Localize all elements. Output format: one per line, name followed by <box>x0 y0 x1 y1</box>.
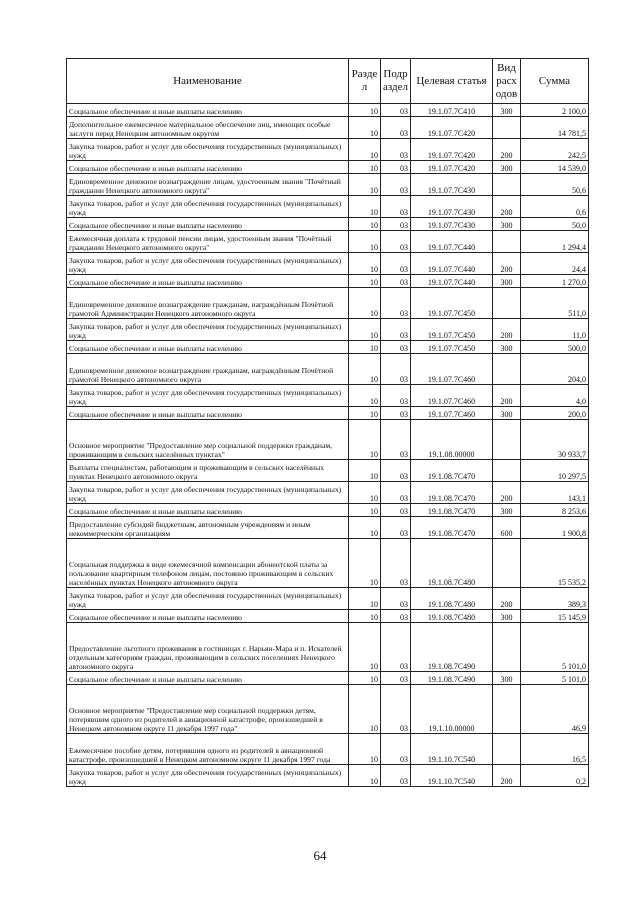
cell-target: 19.1.08.00000 <box>411 420 493 460</box>
cell-name: Социальное обеспечение и иные выплаты населению <box>67 275 349 288</box>
cell-name: Закупка товаров, работ и услуг для обеспечения государственных (муниципальных) нужд <box>67 196 349 218</box>
cell-section: 10 <box>349 765 381 787</box>
cell-target: 19.1.07.7С420 <box>411 139 493 161</box>
cell-expense-type: 200 <box>493 482 521 504</box>
cell-amount: 10 297,5 <box>521 460 589 482</box>
cell-target: 19.1.08.7С480 <box>411 610 493 623</box>
cell-section: 10 <box>349 319 381 341</box>
cell-target: 19.1.07.7С430 <box>411 174 493 196</box>
table-row <box>67 218 589 231</box>
cell-section: 10 <box>349 482 381 504</box>
table-row <box>67 354 589 385</box>
cell-section: 10 <box>349 420 381 460</box>
cell-name: Единовременное денежное вознаграждение гражданам, награждённым Почётной грамотой Ненецкого автономного округа <box>67 354 349 385</box>
header-expense-type: Вид расходов <box>493 59 521 104</box>
cell-section: 10 <box>349 588 381 610</box>
cell-name: Единовременное денежное вознаграждение лицам, удостоенным звания "Почётный гражданин Ненецкого автономного округа" <box>67 174 349 196</box>
table-row <box>67 482 589 504</box>
cell-subsection: 03 <box>381 517 411 539</box>
cell-expense-type <box>493 231 521 253</box>
cell-amount: 16,5 <box>521 734 589 765</box>
cell-target: 19.1.07.7С450 <box>411 319 493 341</box>
cell-subsection: 03 <box>381 623 411 672</box>
cell-amount: 15 535,2 <box>521 539 589 588</box>
cell-amount: 50,0 <box>521 218 589 231</box>
cell-subsection: 03 <box>381 385 411 407</box>
cell-expense-type <box>493 174 521 196</box>
cell-subsection: 03 <box>381 482 411 504</box>
cell-section: 10 <box>349 196 381 218</box>
cell-expense-type <box>493 623 521 672</box>
cell-subsection: 03 <box>381 161 411 174</box>
cell-name: Закупка товаров, работ и услуг для обеспечения государственных (муниципальных) нужд <box>67 588 349 610</box>
cell-name: Основное мероприятие "Предоставление мер социальной поддержки гражданам, проживающим в сельских населённых пунктах" <box>67 420 349 460</box>
cell-amount: 200,0 <box>521 407 589 420</box>
cell-section: 10 <box>349 517 381 539</box>
cell-target: 19.1.07.7С440 <box>411 253 493 275</box>
cell-section: 10 <box>349 539 381 588</box>
cell-section: 10 <box>349 385 381 407</box>
cell-amount: 511,0 <box>521 288 589 319</box>
cell-subsection: 03 <box>381 288 411 319</box>
cell-amount: 50,6 <box>521 174 589 196</box>
table-row <box>67 420 589 460</box>
cell-target: 19.1.07.7С460 <box>411 407 493 420</box>
cell-expense-type: 300 <box>493 610 521 623</box>
cell-amount: 24,4 <box>521 253 589 275</box>
cell-amount: 1 270,0 <box>521 275 589 288</box>
cell-expense-type: 300 <box>493 672 521 685</box>
cell-name: Социальное обеспечение и иные выплаты населению <box>67 407 349 420</box>
table-body <box>67 104 589 787</box>
cell-amount: 0,2 <box>521 765 589 787</box>
table-row <box>67 517 589 539</box>
cell-target: 19.1.07.7С460 <box>411 354 493 385</box>
cell-amount: 46,9 <box>521 685 589 734</box>
cell-expense-type: 200 <box>493 319 521 341</box>
cell-name: Закупка товаров, работ и услуг для обеспечения государственных (муниципальных) нужд <box>67 385 349 407</box>
cell-expense-type: 600 <box>493 517 521 539</box>
cell-amount: 14 539,0 <box>521 161 589 174</box>
cell-amount: 500,0 <box>521 341 589 354</box>
cell-name: Ежемесячное пособие детям, потерявшим одного из родителей в авиационной катастрофе, произошедшей в Ненецком автономном округе 11 декабря 1997 года <box>67 734 349 765</box>
cell-subsection: 03 <box>381 253 411 275</box>
cell-subsection: 03 <box>381 685 411 734</box>
cell-name: Предоставление льготного проживания в гостиницах г. Нарьян-Мара и п. Искателей отдельным категориям граждан, проживающим в сельских поселениях Ненецкого автономного округа <box>67 623 349 672</box>
cell-name: Социальное обеспечение и иные выплаты населению <box>67 504 349 517</box>
cell-target: 19.1.07.7С460 <box>411 385 493 407</box>
cell-name: Социальное обеспечение и иные выплаты населению <box>67 341 349 354</box>
cell-expense-type: 300 <box>493 104 521 117</box>
cell-name: Дополнительное ежемесячное материальное обеспечение лиц, имеющих особые заслуги перед Ненецким автономным округом <box>67 117 349 139</box>
cell-expense-type <box>493 117 521 139</box>
cell-amount: 5 101,0 <box>521 623 589 672</box>
table-row <box>67 341 589 354</box>
table-row <box>67 275 589 288</box>
cell-subsection: 03 <box>381 672 411 685</box>
cell-subsection: 03 <box>381 319 411 341</box>
cell-amount: 0,6 <box>521 196 589 218</box>
cell-subsection: 03 <box>381 734 411 765</box>
cell-section: 10 <box>349 161 381 174</box>
table-row <box>67 139 589 161</box>
cell-target: 19.1.08.7С470 <box>411 504 493 517</box>
cell-name: Закупка товаров, работ и услуг для обеспечения государственных (муниципальных) нужд <box>67 253 349 275</box>
cell-amount: 204,0 <box>521 354 589 385</box>
cell-target: 19.1.10.7С540 <box>411 765 493 787</box>
cell-expense-type <box>493 354 521 385</box>
cell-expense-type: 300 <box>493 407 521 420</box>
cell-expense-type: 200 <box>493 588 521 610</box>
cell-name: Предоставление субсидий бюджетным, автономным учреждениям и иным некоммерческим организациям <box>67 517 349 539</box>
cell-subsection: 03 <box>381 117 411 139</box>
table-row <box>67 685 589 734</box>
cell-expense-type: 200 <box>493 139 521 161</box>
cell-section: 10 <box>349 734 381 765</box>
cell-name: Ежемесячная доплата к трудовой пенсии лицам, удостоенным звания "Почётный гражданин Ненецкого автономного округа" <box>67 231 349 253</box>
cell-target: 19.1.07.7С420 <box>411 161 493 174</box>
cell-section: 10 <box>349 504 381 517</box>
cell-target: 19.1.07.7С420 <box>411 117 493 139</box>
table-row <box>67 765 589 787</box>
cell-expense-type: 200 <box>493 253 521 275</box>
cell-name: Социальная поддержка в виде ежемесячной компенсации абонентской платы за пользование квартирным телефоном лицам, постоянно проживающим в сельских населённых пунктах Ненецкого автономного округа <box>67 539 349 588</box>
cell-section: 10 <box>349 460 381 482</box>
cell-expense-type <box>493 420 521 460</box>
cell-section: 10 <box>349 672 381 685</box>
cell-target: 19.1.08.7С480 <box>411 588 493 610</box>
cell-subsection: 03 <box>381 460 411 482</box>
cell-amount: 8 253,6 <box>521 504 589 517</box>
cell-amount: 30 933,7 <box>521 420 589 460</box>
cell-section: 10 <box>349 218 381 231</box>
cell-amount: 11,0 <box>521 319 589 341</box>
cell-amount: 2 100,0 <box>521 104 589 117</box>
cell-subsection: 03 <box>381 539 411 588</box>
table-row <box>67 104 589 117</box>
cell-name: Социальное обеспечение и иные выплаты населению <box>67 161 349 174</box>
cell-amount: 389,3 <box>521 588 589 610</box>
cell-subsection: 03 <box>381 139 411 161</box>
header-name: Наименование <box>67 59 349 104</box>
cell-target: 19.1.07.7С440 <box>411 275 493 288</box>
cell-expense-type: 200 <box>493 765 521 787</box>
cell-expense-type <box>493 288 521 319</box>
table-row <box>67 672 589 685</box>
cell-target: 19.1.08.7С470 <box>411 460 493 482</box>
table-row <box>67 288 589 319</box>
cell-target: 19.1.08.7С470 <box>411 517 493 539</box>
table-row <box>67 407 589 420</box>
cell-subsection: 03 <box>381 610 411 623</box>
table-row <box>67 196 589 218</box>
cell-subsection: 03 <box>381 275 411 288</box>
header-section: Раздел <box>349 59 381 104</box>
cell-subsection: 03 <box>381 504 411 517</box>
cell-subsection: 03 <box>381 588 411 610</box>
table-row <box>67 610 589 623</box>
header-target: Целевая статья <box>411 59 493 104</box>
budget-table <box>66 58 589 787</box>
cell-section: 10 <box>349 139 381 161</box>
cell-subsection: 03 <box>381 420 411 460</box>
cell-name: Закупка товаров, работ и услуг для обеспечения государственных (муниципальных) нужд <box>67 319 349 341</box>
cell-target: 19.1.10.00000 <box>411 685 493 734</box>
table-row <box>67 253 589 275</box>
cell-section: 10 <box>349 231 381 253</box>
table-row <box>67 539 589 588</box>
cell-amount: 1 294,4 <box>521 231 589 253</box>
table-row <box>67 161 589 174</box>
table-row <box>67 623 589 672</box>
cell-target: 19.1.10.7С540 <box>411 734 493 765</box>
table-header-row <box>67 59 589 104</box>
cell-name: Закупка товаров, работ и услуг для обеспечения государственных (муниципальных) нужд <box>67 139 349 161</box>
cell-expense-type: 200 <box>493 196 521 218</box>
table-row <box>67 319 589 341</box>
page-number: 64 <box>313 848 327 863</box>
header-subsection: Подраздел <box>381 59 411 104</box>
cell-amount: 143,1 <box>521 482 589 504</box>
cell-name: Выплаты специалистам, работающим и проживающим в сельских населённых пунктах Ненецкого автономного округа <box>67 460 349 482</box>
table-row <box>67 231 589 253</box>
cell-section: 10 <box>349 117 381 139</box>
table-row <box>67 734 589 765</box>
cell-section: 10 <box>349 407 381 420</box>
cell-amount: 14 781,5 <box>521 117 589 139</box>
table-row <box>67 504 589 517</box>
cell-subsection: 03 <box>381 231 411 253</box>
cell-target: 19.1.08.7С490 <box>411 623 493 672</box>
cell-expense-type: 300 <box>493 341 521 354</box>
cell-expense-type: 200 <box>493 385 521 407</box>
cell-target: 19.1.07.7С450 <box>411 288 493 319</box>
cell-amount: 4,0 <box>521 385 589 407</box>
table-row <box>67 385 589 407</box>
cell-section: 10 <box>349 174 381 196</box>
cell-name: Закупка товаров, работ и услуг для обеспечения государственных (муниципальных) нужд <box>67 765 349 787</box>
cell-subsection: 03 <box>381 341 411 354</box>
cell-expense-type <box>493 539 521 588</box>
cell-amount: 5 101,0 <box>521 672 589 685</box>
cell-name: Основное мероприятие "Предоставление мер социальной поддержки детям, потерявшим одного из родителей в авиационной катастрофе, произошедшей в Ненецком автономном округе 11 декабря 1997 года" <box>67 685 349 734</box>
cell-subsection: 03 <box>381 765 411 787</box>
cell-expense-type <box>493 460 521 482</box>
cell-subsection: 03 <box>381 354 411 385</box>
table-row <box>67 460 589 482</box>
cell-section: 10 <box>349 253 381 275</box>
cell-subsection: 03 <box>381 407 411 420</box>
cell-subsection: 03 <box>381 104 411 117</box>
cell-subsection: 03 <box>381 196 411 218</box>
cell-section: 10 <box>349 354 381 385</box>
cell-name: Социальное обеспечение и иные выплаты населению <box>67 104 349 117</box>
table-row <box>67 174 589 196</box>
cell-section: 10 <box>349 341 381 354</box>
cell-target: 19.1.08.7С490 <box>411 672 493 685</box>
cell-section: 10 <box>349 275 381 288</box>
cell-expense-type: 300 <box>493 504 521 517</box>
cell-expense-type: 300 <box>493 161 521 174</box>
cell-section: 10 <box>349 685 381 734</box>
table-row <box>67 117 589 139</box>
cell-amount: 15 145,9 <box>521 610 589 623</box>
cell-expense-type <box>493 734 521 765</box>
cell-amount: 242,5 <box>521 139 589 161</box>
cell-name: Социальное обеспечение и иные выплаты населению <box>67 672 349 685</box>
cell-expense-type: 300 <box>493 218 521 231</box>
cell-section: 10 <box>349 104 381 117</box>
cell-section: 10 <box>349 288 381 319</box>
cell-target: 19.1.08.7С480 <box>411 539 493 588</box>
cell-subsection: 03 <box>381 174 411 196</box>
cell-target: 19.1.08.7С470 <box>411 482 493 504</box>
cell-expense-type: 300 <box>493 275 521 288</box>
table-row <box>67 588 589 610</box>
cell-name: Единовременное денежное вознаграждение гражданам, награждённым Почётной грамотой Администрации Ненецкого автономного округа <box>67 288 349 319</box>
header-amount: Сумма <box>521 59 589 104</box>
cell-subsection: 03 <box>381 218 411 231</box>
cell-name: Социальное обеспечение и иные выплаты населению <box>67 218 349 231</box>
cell-target: 19.1.07.7С440 <box>411 231 493 253</box>
budget-page <box>66 58 588 787</box>
cell-target: 19.1.07.7С410 <box>411 104 493 117</box>
cell-name: Социальное обеспечение и иные выплаты населению <box>67 610 349 623</box>
cell-section: 10 <box>349 610 381 623</box>
cell-section: 10 <box>349 623 381 672</box>
cell-expense-type <box>493 685 521 734</box>
cell-target: 19.1.07.7С430 <box>411 218 493 231</box>
cell-amount: 1 900,8 <box>521 517 589 539</box>
cell-target: 19.1.07.7С430 <box>411 196 493 218</box>
cell-name: Закупка товаров, работ и услуг для обеспечения государственных (муниципальных) нужд <box>67 482 349 504</box>
cell-target: 19.1.07.7С450 <box>411 341 493 354</box>
